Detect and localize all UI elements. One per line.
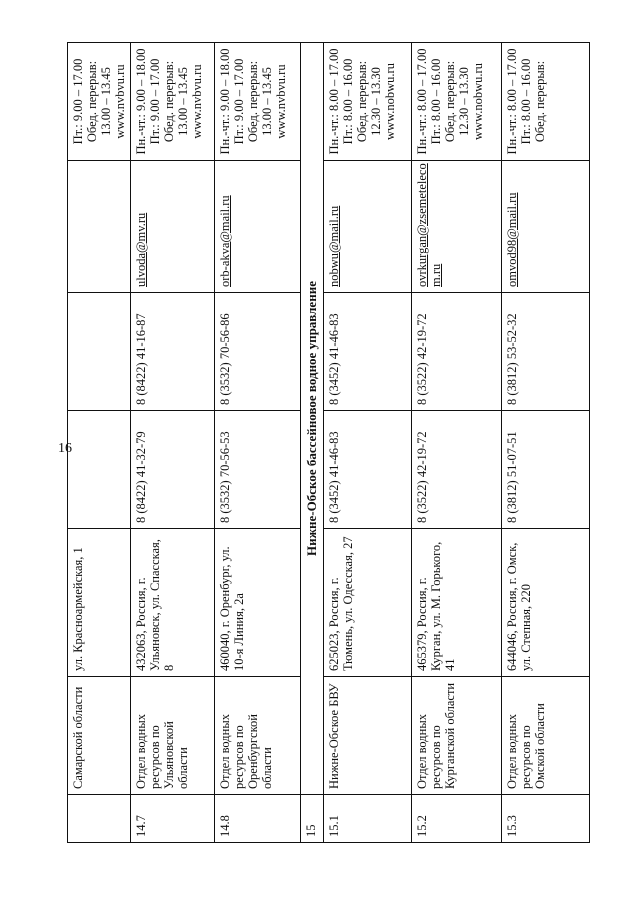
org-address: 460040, г. Оренбург, ул. 10-я Линия, 2а — [215, 529, 301, 677]
org-name: Отдел водных ресурсов по Курганской области — [412, 677, 502, 795]
org-hours: Пн.-чт.: 8.00 – 17.00 Пт.: 8.00 – 16.00 Обед. перерыв: — [502, 43, 590, 161]
org-phone — [68, 411, 131, 529]
org-hours: Пт.: 9.00 – 17.00 Обед. перерыв: 13.00 – 13.45 www.nvbvu.ru — [68, 43, 131, 161]
row-number: 15.1 — [324, 795, 412, 843]
org-address: 625023, Россия, г. Тюмень, ул. Одесская, 27 — [324, 529, 412, 677]
org-fax: 8 (3522) 42-19-72 — [412, 293, 502, 411]
row-number — [68, 795, 131, 843]
org-phone: 8 (3532) 70-56-53 — [215, 411, 301, 529]
org-hours: Пн.-чт.: 8.00 – 17.00 Пт.: 8.00 – 16.00 Обед. перерыв: 12.30 – 13.30 www.nobwu.ru — [412, 43, 502, 161]
org-address: 432063, Россия, г. Ульяновск, ул. Спасская, 8 — [131, 529, 215, 677]
org-fax: 8 (3812) 53-52-32 — [502, 293, 590, 411]
table-row — [324, 43, 412, 843]
table-row — [131, 43, 215, 843]
org-name: Нижне-Обское БВУ — [324, 677, 412, 795]
section-number: 15 — [301, 795, 324, 843]
water-resources-table — [67, 42, 590, 843]
org-phone: 8 (8422) 41-32-79 — [131, 411, 215, 529]
org-address: 465379, Россия, г. Курган, ул. М. Горького, 41 — [412, 529, 502, 677]
org-name: Отдел водных ресурсов по Оренбургской области — [215, 677, 301, 795]
org-name: Отдел водных ресурсов по Ульяновской области — [131, 677, 215, 795]
table-row — [502, 43, 590, 843]
org-email — [68, 161, 131, 293]
org-hours: Пн.-чт.: 8.00 – 17.00 Пт.: 8.00 – 16.00 Обед. перерыв: 12.30 – 13.30 www.nobwu.ru — [324, 43, 412, 161]
row-number: 15.2 — [412, 795, 502, 843]
org-fax — [68, 293, 131, 411]
section-row — [301, 43, 324, 843]
section-title: Нижне-Обское бассейновое водное управление — [301, 43, 324, 795]
org-name: Отдел водных ресурсов по Омской области — [502, 677, 590, 795]
org-address: 644046, Россия, г. Омск, ул. Степная, 220 — [502, 529, 590, 677]
email-link[interactable]: ulvoda@mv.ru — [134, 212, 148, 287]
org-fax: 8 (3452) 41-46-83 — [324, 293, 412, 411]
org-address: ул. Красноармейская, 1 — [68, 529, 131, 677]
org-phone: 8 (3812) 51-07-51 — [502, 411, 590, 529]
org-hours: Пн.-чт.: 9.00 – 18.00 Пт.: 9.00 – 17.00 Обед. перерыв: 13.00 – 13.45 www.nvbvu.ru — [215, 43, 301, 161]
table-row — [215, 43, 301, 843]
org-phone: 8 (3522) 42-19-72 — [412, 411, 502, 529]
org-hours: Пн.-чт.: 9.00 – 18.00 Пт.: 9.00 – 17.00 Обед. перерыв: 13.00 – 13.45 www.nvbvu.ru — [131, 43, 215, 161]
email-link[interactable]: nobwu@mail.ru — [327, 205, 341, 287]
table-row — [412, 43, 502, 843]
org-phone: 8 (3452) 41-46-83 — [324, 411, 412, 529]
row-number: 15.3 — [502, 795, 590, 843]
org-fax: 8 (3532) 70-56-86 — [215, 293, 301, 411]
table-row — [68, 43, 131, 843]
row-number: 14.7 — [131, 795, 215, 843]
rotated-table-container — [67, 43, 592, 843]
org-fax: 8 (8422) 41-16-87 — [131, 293, 215, 411]
email-link[interactable]: ovrkurgan@zsemeteleco m.ru — [415, 163, 443, 287]
email-link[interactable]: omvod98@mail.ru — [505, 192, 519, 287]
email-link[interactable]: orb-akva@mail.ru — [218, 195, 232, 287]
page-number: 16 — [58, 441, 72, 456]
row-number: 14.8 — [215, 795, 301, 843]
org-name: Самарской области — [68, 677, 131, 795]
